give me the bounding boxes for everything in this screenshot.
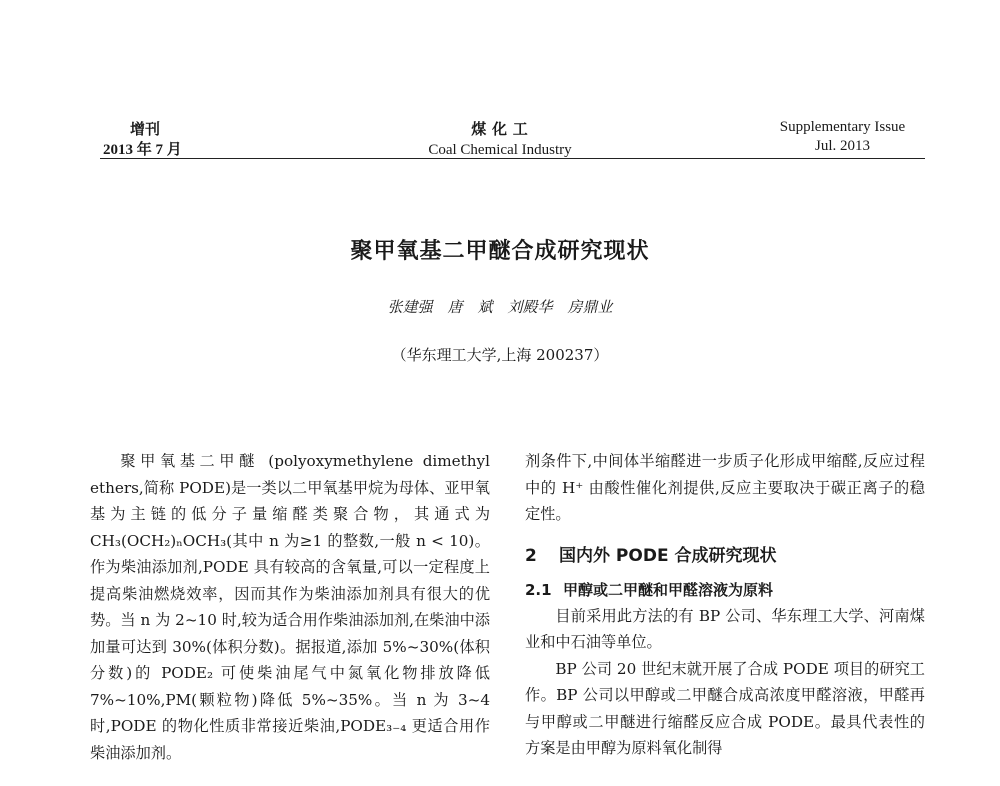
section-2-heading [525, 541, 925, 571]
section-2-1-number: 2.1 [525, 580, 552, 599]
header-journal-en: Coal Chemical Industry [428, 142, 572, 158]
intro-paragraph: 聚甲氧基二甲醚 (polyoxymethylene dimethyl ethers,简称 PODE)是一类以二甲氧基甲烷为母体、亚甲氧基为主链的低分子量缩醛类聚合物，其通式为 CH₃(OCH₂)ₙOCH₃(其中 n 为≥1 的整数,一般 n < 10)。作为柴油添加剂,PODE 具有较高的含氧量,可以一定程度上提高柴油燃烧效率，因而其作为柴油添加剂具有很大的优势。当 n 为 2~10 时,较为适合用作柴油添加剂,在柴油中添加量可达到 30%(体积分数)。据报道,添加 5%~30%(体积分数)的 PODE₂ 可使柴油尾气中氮氧化物排放降低 7%~10%,PM(颗粒物)降低 5%~35%。当 n 为 3~4 时,PODE 的物化性质非常接近柴油,PODE₃₋₄ 更适合用作柴油添加剂。 [90, 452, 490, 762]
section-2-number: 2 [525, 545, 537, 566]
section-2-title: 国内外 PODE 合成研究现状 [559, 545, 777, 566]
methods-paragraph: 目前采用此方法的有 BP 公司、华东理工大学、河南煤业和中石油等单位。 [525, 606, 925, 651]
continued-paragraph: 剂条件下,中间体半缩醛进一步质子化形成甲缩醛,反应过程中的 H⁺ 由酸性催化剂提供,反应主要取决于碳正离子的稳定性。 [525, 452, 925, 523]
article-title: 聚甲氧基二甲醚合成研究现状 [350, 239, 650, 264]
right-column [525, 448, 925, 762]
article-affiliation: （华东理工大学,上海 200237） [391, 346, 609, 364]
article-authors: 张建强 唐 斌 刘殿华 房鼎业 [387, 298, 613, 316]
bp-paragraph: BP 公司 20 世纪末就开展了合成 PODE 项目的研究工作。BP 公司以甲醇或二甲醚合成高浓度甲醛溶液，甲醛再与甲醇或二甲醚进行缩醛反应合成 PODE。最具代表性的方案是由甲醇为原料氧化制得 [525, 659, 925, 757]
section-2-1-title: 甲醇或二甲醚和甲醛溶液为原料 [563, 580, 774, 599]
section-2-1-heading [525, 577, 925, 603]
header-date-left: 2013 年 7 月 [103, 142, 182, 158]
header-date-right: Jul. 2013 [814, 138, 870, 154]
header-issue-right: Supplementary Issue [779, 119, 906, 135]
header-journal-cn: 煤 化 工 [471, 122, 529, 138]
header-issue-left: 增刊 [130, 122, 161, 138]
header-rule [100, 158, 925, 159]
left-column [90, 448, 490, 766]
